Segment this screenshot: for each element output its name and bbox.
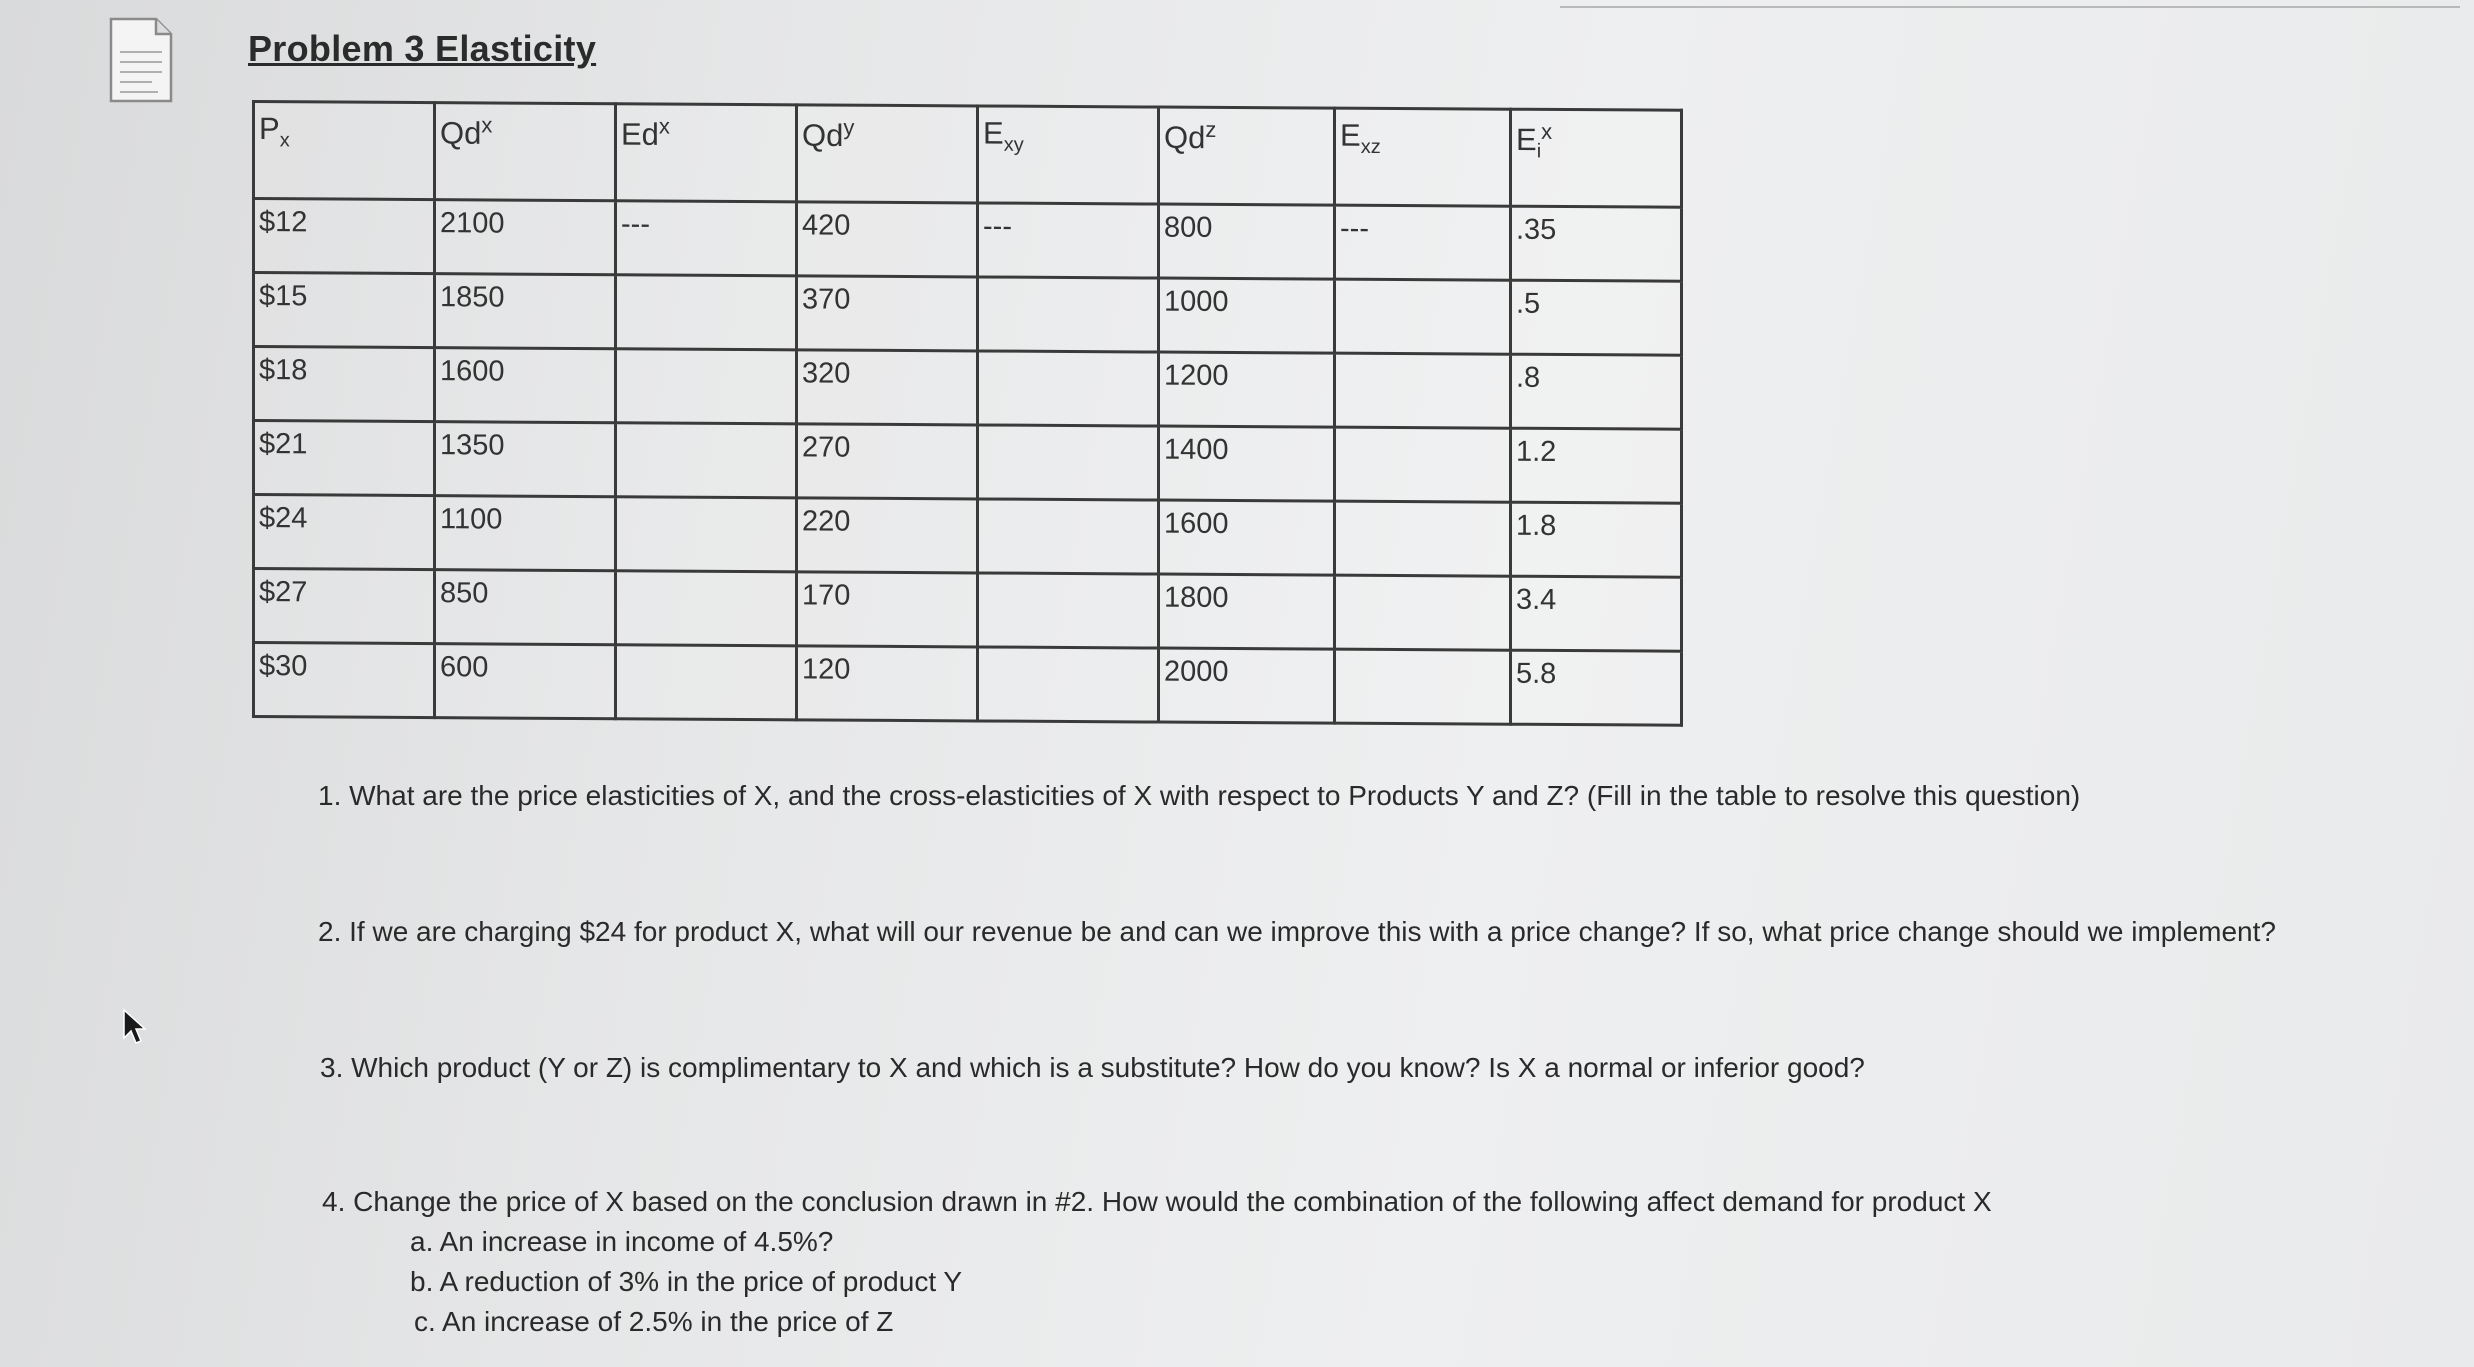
cell-eix: .5 <box>1511 280 1682 355</box>
header-qdx: Qd$^x$ <box>435 103 616 201</box>
cell-price: $21 <box>254 421 435 496</box>
cell-qdx: 1350 <box>435 422 616 497</box>
header-exy: $E_{xy}$ <box>978 106 1159 204</box>
cell-qdx: 1850 <box>435 274 616 349</box>
cell-qdy: 220 <box>797 498 978 573</box>
cell-edx[interactable] <box>616 571 797 646</box>
cell-qdx: 600 <box>435 644 616 719</box>
cell-qdy: 120 <box>797 646 978 721</box>
cell-edx[interactable] <box>616 275 797 350</box>
cell-edx[interactable] <box>616 645 797 720</box>
cell-exz[interactable] <box>1335 649 1511 724</box>
cell-edx[interactable] <box>616 423 797 498</box>
cell-qdx: 2100 <box>435 200 616 275</box>
top-divider <box>1560 6 2460 8</box>
question-1: 1. What are the price elasticities of X, and the cross-elasticities of X with respect to Products Y and Z? (Fill in the table to resolve this question) <box>318 780 2081 811</box>
mouse-pointer-icon <box>122 1008 148 1048</box>
cell-qdy: 420 <box>797 202 978 277</box>
cell-qdz: 1600 <box>1159 500 1335 575</box>
header-qdz: Qd$^z$ <box>1159 107 1335 205</box>
table-header-row <box>254 102 1682 208</box>
cell-qdy: 170 <box>797 572 978 647</box>
cell-exy[interactable] <box>978 351 1159 426</box>
question-4b: b. A reduction of 3% in the price of product Y <box>410 1266 963 1297</box>
cell-qdz: 2000 <box>1159 648 1335 723</box>
table-row <box>254 643 1682 726</box>
cell-price: $15 <box>254 273 435 348</box>
cell-exz[interactable] <box>1335 501 1511 576</box>
table-row <box>254 569 1682 652</box>
cell-exz[interactable] <box>1335 575 1511 650</box>
question-4a: a. An increase in income of 4.5%? <box>410 1226 834 1257</box>
elasticity-table <box>252 100 1683 727</box>
table-row <box>254 421 1682 504</box>
cell-exy[interactable] <box>978 277 1159 352</box>
cell-exz[interactable] <box>1335 427 1511 502</box>
cell-qdx: 850 <box>435 570 616 645</box>
question-4: 4. Change the price of X based on the conclusion drawn in #2. How would the combination of the following affect demand for product X <box>322 1186 1992 1217</box>
cell-qdz: 1800 <box>1159 574 1335 649</box>
cell-exy[interactable] <box>978 499 1159 574</box>
cell-qdz: 800 <box>1159 204 1335 279</box>
cell-eix: 3.4 <box>1511 576 1682 651</box>
header-px: $P_x$ <box>254 102 435 200</box>
cell-qdz: 1400 <box>1159 426 1335 501</box>
header-eix: $E_i^x$ <box>1511 109 1682 207</box>
elasticity-table-container <box>252 100 1683 727</box>
cell-qdz: 1200 <box>1159 352 1335 427</box>
cell-eix: 1.2 <box>1511 428 1682 503</box>
cell-eix: 5.8 <box>1511 650 1682 725</box>
cell-qdx: 1600 <box>435 348 616 423</box>
cell-eix: 1.8 <box>1511 502 1682 577</box>
table-row <box>254 273 1682 356</box>
cell-exy[interactable] <box>978 647 1159 722</box>
cell-qdy: 270 <box>797 424 978 499</box>
question-3: 3. Which product (Y or Z) is complimentary to X and which is a substitute? How do you know? Is X a normal or inferior good? <box>320 1052 1865 1083</box>
cell-exz[interactable] <box>1335 353 1511 428</box>
cell-eix: .35 <box>1511 206 1682 281</box>
cell-edx[interactable]: --- <box>616 201 797 276</box>
cell-exz[interactable] <box>1335 279 1511 354</box>
table-row <box>254 495 1682 578</box>
cell-eix: .8 <box>1511 354 1682 429</box>
cell-exy[interactable] <box>978 573 1159 648</box>
cell-qdz: 1000 <box>1159 278 1335 353</box>
cell-exy[interactable] <box>978 425 1159 500</box>
cell-qdy: 320 <box>797 350 978 425</box>
page-title: Problem 3 Elasticity <box>248 28 597 69</box>
cell-price: $18 <box>254 347 435 422</box>
question-2: 2. If we are charging $24 for product X, what will our revenue be and can we improve this with a price change? If so, what price change should we implement? <box>318 916 2276 947</box>
cell-qdy: 370 <box>797 276 978 351</box>
cell-qdx: 1100 <box>435 496 616 571</box>
cell-price: $12 <box>254 199 435 274</box>
cell-edx[interactable] <box>616 349 797 424</box>
cell-price: $30 <box>254 643 435 718</box>
cell-price: $24 <box>254 495 435 570</box>
header-edx: Ed$^x$ <box>616 104 797 202</box>
cell-edx[interactable] <box>616 497 797 572</box>
header-qdy: Qd$^y$ <box>797 105 978 203</box>
cell-price: $27 <box>254 569 435 644</box>
table-row <box>254 199 1682 282</box>
header-exz: $E_{xz}$ <box>1335 108 1511 206</box>
cell-exy[interactable]: --- <box>978 203 1159 278</box>
cell-exz[interactable]: --- <box>1335 205 1511 280</box>
document-icon <box>108 16 174 104</box>
question-4c: c. An increase of 2.5% in the price of Z <box>414 1306 894 1337</box>
table-row <box>254 347 1682 430</box>
